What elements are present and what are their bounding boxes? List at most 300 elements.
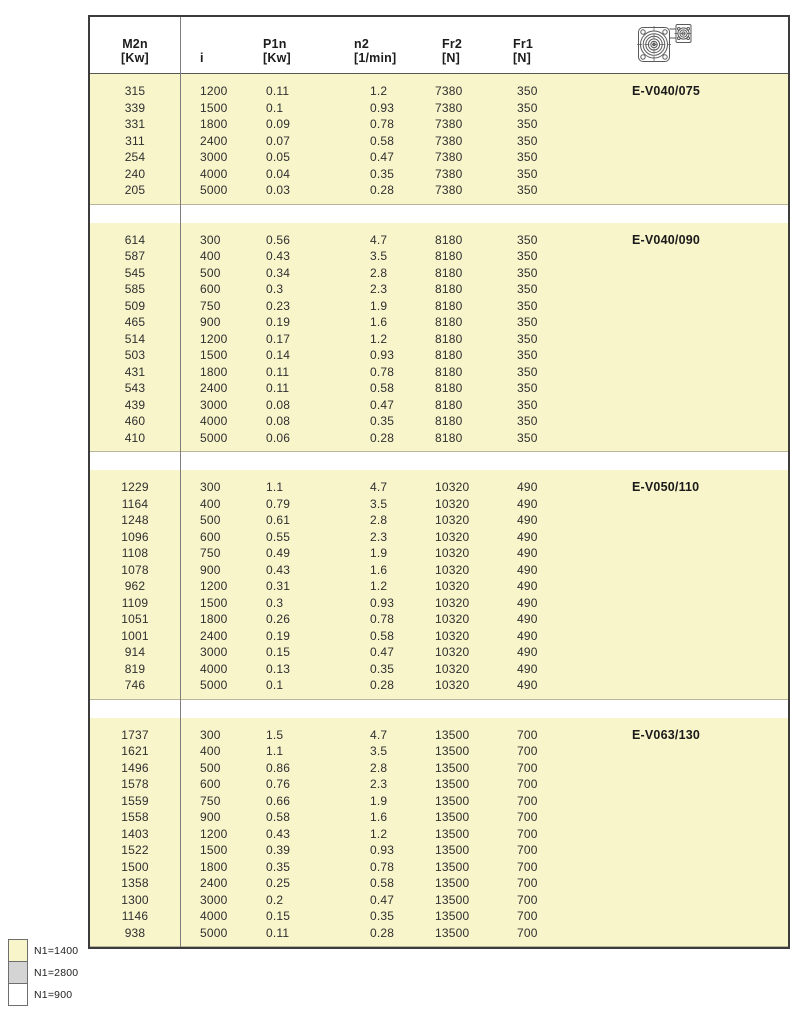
cell-p1n: 0.14 — [266, 348, 291, 363]
cell-m2n: 465 — [124, 315, 146, 330]
cell-fr2: 10320 — [435, 546, 470, 561]
cell-fr2: 13500 — [435, 760, 470, 775]
cell-fr2: 8180 — [435, 381, 463, 396]
cell-i: 300 — [200, 727, 221, 742]
table-row — [90, 611, 788, 628]
cell-m2n: 410 — [124, 430, 146, 445]
table-row — [90, 331, 788, 348]
legend-swatch-white — [8, 983, 28, 1006]
cell-i: 1200 — [200, 331, 228, 346]
cell-n2: 0.28 — [370, 430, 395, 445]
cell-fr1: 350 — [517, 282, 538, 297]
table-row — [90, 859, 788, 876]
cell-p1n: 1.5 — [266, 727, 284, 742]
cell-n2: 3.5 — [370, 496, 388, 511]
legend-item-n1-2800 — [8, 961, 78, 984]
cell-i: 600 — [200, 529, 221, 544]
cell-fr2: 10320 — [435, 628, 470, 643]
cell-p1n: 0.15 — [266, 645, 291, 660]
model-label: E-V063/130 — [632, 727, 701, 742]
cell-m2n: 1496 — [121, 760, 149, 775]
cell-m2n: 1500 — [121, 859, 149, 874]
table-row — [90, 875, 788, 892]
cell-fr1: 350 — [517, 348, 538, 363]
table-row — [90, 628, 788, 645]
cell-m2n: 1578 — [121, 777, 149, 792]
table-row — [90, 430, 788, 447]
cell-n2: 0.58 — [370, 876, 395, 891]
cell-m2n: 1146 — [121, 909, 149, 924]
cell-n2: 2.3 — [370, 777, 388, 792]
cell-i: 1500 — [200, 100, 228, 115]
cell-m2n: 339 — [124, 100, 146, 115]
cell-n2: 2.8 — [370, 265, 388, 280]
cell-n2: 1.2 — [370, 826, 388, 841]
model-label: E-V050/110 — [632, 480, 700, 495]
cell-i: 4000 — [200, 414, 228, 429]
table-row — [90, 743, 788, 760]
cell-p1n: 0.08 — [266, 414, 291, 429]
cell-m2n: 819 — [124, 661, 146, 676]
table-row — [90, 232, 788, 249]
cell-p1n: 0.39 — [266, 843, 291, 858]
cell-n2: 0.28 — [370, 183, 395, 198]
cell-p1n: 0.35 — [266, 859, 291, 874]
cell-i: 400 — [200, 496, 221, 511]
cell-n2: 1.6 — [370, 810, 388, 825]
cell-m2n: 311 — [125, 133, 145, 148]
cell-m2n: 240 — [124, 166, 146, 181]
cell-p1n: 0.09 — [266, 117, 291, 132]
table-row — [90, 281, 788, 298]
cell-p1n: 0.17 — [266, 331, 291, 346]
cell-fr2: 13500 — [435, 843, 470, 858]
cell-p1n: 0.3 — [266, 282, 284, 297]
cell-fr1: 350 — [517, 315, 538, 330]
cell-fr2: 8180 — [435, 315, 463, 330]
cell-p1n: 0.13 — [266, 661, 291, 676]
cell-m2n: 431 — [124, 364, 146, 379]
cell-p1n: 0.11 — [266, 925, 290, 940]
cell-p1n: 1.1 — [266, 744, 284, 759]
cell-i: 300 — [200, 480, 221, 495]
cell-i: 3000 — [200, 150, 228, 165]
cell-i: 2400 — [200, 876, 228, 891]
cell-n2: 4.7 — [370, 727, 388, 742]
cell-fr1: 700 — [517, 793, 538, 808]
cell-fr1: 350 — [517, 84, 538, 99]
model-label: E-V040/090 — [632, 232, 701, 247]
cell-n2: 1.6 — [370, 315, 388, 330]
cell-fr2: 13500 — [435, 876, 470, 891]
cell-n2: 3.5 — [370, 744, 388, 759]
cell-p1n: 0.2 — [266, 892, 284, 907]
cell-fr2: 8180 — [435, 232, 463, 247]
header-fr1 — [507, 17, 587, 73]
table-row — [90, 892, 788, 909]
table-row — [90, 166, 788, 183]
cell-fr1: 700 — [517, 843, 538, 858]
cell-p1n: 0.56 — [266, 232, 291, 247]
cell-n2: 2.3 — [370, 282, 388, 297]
cell-n2: 0.35 — [370, 166, 395, 181]
cell-i: 4000 — [200, 661, 228, 676]
cell-i: 600 — [200, 777, 221, 792]
cell-i: 4000 — [200, 166, 228, 181]
cell-fr1: 700 — [517, 760, 538, 775]
cell-fr1: 350 — [517, 249, 538, 264]
table-row — [90, 265, 788, 282]
table-row — [90, 347, 788, 364]
table-row — [90, 842, 788, 859]
header-fr2-unit: [N] — [442, 51, 460, 66]
cell-m2n: 315 — [124, 84, 146, 99]
table-row — [90, 908, 788, 925]
cell-m2n: 585 — [124, 282, 146, 297]
cell-i: 4000 — [200, 909, 228, 924]
cell-fr2: 10320 — [435, 496, 470, 511]
cell-n2: 0.47 — [370, 397, 395, 412]
cell-p1n: 0.05 — [266, 150, 291, 165]
cell-fr2: 10320 — [435, 480, 470, 495]
cell-p1n: 0.61 — [266, 513, 291, 528]
cell-fr2: 7380 — [435, 166, 463, 181]
table-row — [90, 760, 788, 777]
header-i — [180, 17, 260, 73]
cell-i: 2400 — [200, 133, 228, 148]
cell-p1n: 0.07 — [266, 133, 291, 148]
cell-fr1: 350 — [517, 100, 538, 115]
cell-m2n: 1522 — [121, 843, 149, 858]
cell-n2: 1.9 — [370, 298, 388, 313]
cell-fr1: 350 — [517, 232, 538, 247]
cell-i: 750 — [200, 546, 221, 561]
cell-n2: 1.6 — [370, 562, 388, 577]
cell-i: 1800 — [200, 117, 228, 132]
cell-p1n: 0.11 — [266, 84, 290, 99]
cell-n2: 0.35 — [370, 909, 395, 924]
table-row — [90, 182, 788, 199]
cell-i: 5000 — [200, 925, 228, 940]
cell-n2: 0.78 — [370, 117, 395, 132]
cell-i: 600 — [200, 282, 221, 297]
cell-m2n: 746 — [124, 678, 146, 693]
cell-n2: 4.7 — [370, 232, 388, 247]
cell-p1n: 0.1 — [266, 100, 284, 115]
cell-n2: 3.5 — [370, 249, 388, 264]
table-row — [90, 595, 788, 612]
cell-fr2: 7380 — [435, 183, 463, 198]
cell-fr1: 490 — [517, 480, 538, 495]
cell-n2: 0.35 — [370, 414, 395, 429]
cell-fr1: 350 — [517, 414, 538, 429]
cell-fr2: 13500 — [435, 859, 470, 874]
cell-n2: 0.78 — [370, 364, 395, 379]
cell-fr1: 350 — [517, 430, 538, 445]
cell-p1n: 0.43 — [266, 562, 291, 577]
cell-fr2: 8180 — [435, 397, 463, 412]
cell-fr1: 490 — [517, 678, 538, 693]
table-row — [90, 793, 788, 810]
cell-fr1: 350 — [517, 364, 538, 379]
cell-fr1: 490 — [517, 546, 538, 561]
table-row — [90, 545, 788, 562]
cell-fr1: 700 — [517, 925, 538, 940]
cell-n2: 0.93 — [370, 100, 395, 115]
header-m2n-unit: [Kw] — [121, 51, 149, 66]
header-fr1-unit: [N] — [513, 51, 531, 66]
cell-fr1: 700 — [517, 744, 538, 759]
cell-fr2: 8180 — [435, 298, 463, 313]
cell-i: 1500 — [200, 348, 228, 363]
header-m2n — [90, 17, 180, 73]
header-i-label: i — [200, 51, 204, 66]
cell-m2n: 1737 — [121, 727, 149, 742]
cell-m2n: 1109 — [121, 595, 149, 610]
cell-i: 500 — [200, 513, 221, 528]
cell-m2n: 514 — [124, 331, 146, 346]
cell-p1n: 0.43 — [266, 249, 291, 264]
cell-fr1: 490 — [517, 562, 538, 577]
cell-fr1: 490 — [517, 628, 538, 643]
cell-i: 1200 — [200, 579, 228, 594]
cell-m2n: 1051 — [121, 612, 149, 627]
cell-fr1: 350 — [517, 397, 538, 412]
cell-m2n: 1300 — [121, 892, 149, 907]
block-gap — [90, 205, 788, 223]
table-row — [90, 314, 788, 331]
cell-i: 750 — [200, 298, 221, 313]
cell-fr2: 13500 — [435, 744, 470, 759]
table-row — [90, 298, 788, 315]
table-row — [90, 529, 788, 546]
model-block — [90, 470, 788, 700]
cell-n2: 0.28 — [370, 925, 395, 940]
cell-i: 400 — [200, 249, 221, 264]
cell-m2n: 460 — [124, 414, 146, 429]
cell-fr2: 10320 — [435, 579, 470, 594]
legend-label: N1=2800 — [34, 966, 79, 979]
cell-i: 3000 — [200, 892, 228, 907]
cell-fr2: 8180 — [435, 414, 463, 429]
cell-fr2: 7380 — [435, 150, 463, 165]
table-body — [90, 74, 788, 947]
table-row — [90, 364, 788, 381]
cell-p1n: 0.66 — [266, 793, 291, 808]
table-row — [90, 925, 788, 942]
cell-n2: 0.35 — [370, 661, 395, 676]
cell-fr1: 490 — [517, 595, 538, 610]
cell-n2: 0.93 — [370, 348, 395, 363]
cell-i: 500 — [200, 265, 221, 280]
block-gap — [90, 700, 788, 718]
block-gap — [90, 452, 788, 470]
header-p1n-unit: [Kw] — [263, 51, 291, 66]
cell-m2n: 614 — [124, 232, 146, 247]
cell-p1n: 1.1 — [266, 480, 284, 495]
cell-fr2: 8180 — [435, 249, 463, 264]
cell-m2n: 1403 — [121, 826, 149, 841]
legend-swatch-yellow — [8, 939, 28, 962]
table-row — [90, 380, 788, 397]
cell-p1n: 0.3 — [266, 595, 284, 610]
cell-n2: 1.9 — [370, 546, 388, 561]
cell-fr2: 13500 — [435, 777, 470, 792]
cell-fr2: 13500 — [435, 727, 470, 742]
cell-fr2: 10320 — [435, 513, 470, 528]
cell-m2n: 1164 — [121, 496, 149, 511]
worm-gearbox-icon — [637, 22, 788, 66]
cell-p1n: 0.08 — [266, 397, 291, 412]
cell-i: 5000 — [200, 678, 228, 693]
cell-p1n: 0.1 — [266, 678, 284, 693]
cell-fr2: 10320 — [435, 678, 470, 693]
cell-fr2: 10320 — [435, 661, 470, 676]
cell-i: 5000 — [200, 183, 228, 198]
cell-m2n: 1096 — [121, 529, 149, 544]
cell-i: 1200 — [200, 826, 228, 841]
model-label: E-V040/075 — [632, 84, 701, 99]
cell-n2: 0.47 — [370, 892, 395, 907]
cell-n2: 0.78 — [370, 612, 395, 627]
cell-n2: 0.58 — [370, 381, 395, 396]
table-row — [90, 644, 788, 661]
table-row — [90, 397, 788, 414]
cell-i: 300 — [200, 232, 221, 247]
cell-i: 1800 — [200, 859, 228, 874]
cell-p1n: 0.26 — [266, 612, 291, 627]
cell-i: 500 — [200, 760, 221, 775]
header-fr2 — [432, 17, 507, 73]
cell-n2: 0.78 — [370, 859, 395, 874]
cell-fr1: 700 — [517, 892, 538, 907]
cell-n2: 1.2 — [370, 331, 388, 346]
cell-n2: 1.2 — [370, 579, 388, 594]
cell-m2n: 938 — [124, 925, 146, 940]
cell-m2n: 254 — [124, 150, 146, 165]
cell-i: 1800 — [200, 364, 228, 379]
cell-fr1: 350 — [517, 183, 538, 198]
legend-label: N1=900 — [34, 988, 73, 1001]
cell-m2n: 1108 — [121, 546, 149, 561]
cell-fr1: 490 — [517, 612, 538, 627]
cell-p1n: 0.49 — [266, 546, 291, 561]
cell-p1n: 0.76 — [266, 777, 291, 792]
cell-n2: 0.93 — [370, 595, 395, 610]
cell-n2: 1.2 — [370, 84, 388, 99]
cell-p1n: 0.58 — [266, 810, 291, 825]
cell-m2n: 205 — [124, 183, 146, 198]
cell-m2n: 331 — [124, 117, 146, 132]
column-divider-line — [180, 17, 181, 947]
cell-fr2: 10320 — [435, 612, 470, 627]
cell-fr1: 350 — [517, 117, 538, 132]
cell-i: 900 — [200, 315, 221, 330]
cell-fr2: 13500 — [435, 826, 470, 841]
table-row — [90, 149, 788, 166]
cell-m2n: 439 — [124, 397, 146, 412]
cell-i: 3000 — [200, 645, 228, 660]
cell-m2n: 1078 — [121, 562, 149, 577]
table-row — [90, 826, 788, 843]
header-m2n-label: M2n — [122, 36, 148, 51]
cell-i: 900 — [200, 810, 221, 825]
cell-fr1: 700 — [517, 876, 538, 891]
cell-fr2: 13500 — [435, 892, 470, 907]
cell-i: 750 — [200, 793, 221, 808]
cell-i: 1500 — [200, 595, 228, 610]
cell-i: 2400 — [200, 381, 228, 396]
table-row — [90, 512, 788, 529]
cell-m2n: 509 — [124, 298, 146, 313]
cell-fr2: 7380 — [435, 100, 463, 115]
cell-m2n: 587 — [124, 249, 146, 264]
table-row — [90, 677, 788, 694]
cell-fr2: 8180 — [435, 331, 463, 346]
cell-i: 1200 — [200, 84, 228, 99]
cell-m2n: 914 — [124, 645, 146, 660]
cell-fr2: 10320 — [435, 562, 470, 577]
table-row — [90, 116, 788, 133]
cell-fr2: 10320 — [435, 645, 470, 660]
cell-fr1: 490 — [517, 529, 538, 544]
cell-m2n: 1621 — [121, 744, 149, 759]
cell-fr2: 10320 — [435, 595, 470, 610]
cell-fr2: 13500 — [435, 909, 470, 924]
cell-p1n: 0.55 — [266, 529, 291, 544]
cell-m2n: 1358 — [121, 876, 149, 891]
cell-fr1: 700 — [517, 777, 538, 792]
cell-p1n: 0.11 — [266, 364, 290, 379]
speed-legend — [8, 939, 78, 1006]
table-row — [90, 100, 788, 117]
cell-p1n: 0.79 — [266, 496, 291, 511]
cell-p1n: 0.19 — [266, 628, 291, 643]
cell-m2n: 962 — [124, 579, 146, 594]
cell-m2n: 543 — [124, 381, 146, 396]
cell-i: 3000 — [200, 397, 228, 412]
cell-p1n: 0.43 — [266, 826, 291, 841]
cell-p1n: 0.34 — [266, 265, 291, 280]
cell-p1n: 0.19 — [266, 315, 291, 330]
table-row — [90, 809, 788, 826]
cell-n2: 0.93 — [370, 843, 395, 858]
cell-n2: 0.28 — [370, 678, 395, 693]
cell-n2: 0.58 — [370, 628, 395, 643]
cell-m2n: 1001 — [121, 628, 149, 643]
cell-m2n: 503 — [124, 348, 146, 363]
cell-i: 400 — [200, 744, 221, 759]
cell-m2n: 1248 — [121, 513, 149, 528]
spec-table — [88, 15, 790, 949]
cell-n2: 1.9 — [370, 793, 388, 808]
cell-fr2: 13500 — [435, 925, 470, 940]
cell-fr1: 350 — [517, 298, 538, 313]
cell-fr1: 490 — [517, 579, 538, 594]
table-row — [90, 496, 788, 513]
table-row — [90, 83, 788, 100]
table-row — [90, 578, 788, 595]
legend-label: N1=1400 — [34, 944, 79, 957]
cell-p1n: 0.25 — [266, 876, 291, 891]
cell-m2n: 1229 — [121, 480, 149, 495]
cell-p1n: 0.31 — [266, 579, 291, 594]
table-header — [90, 17, 788, 74]
cell-fr2: 7380 — [435, 117, 463, 132]
cell-fr2: 8180 — [435, 265, 463, 280]
cell-m2n: 1559 — [121, 793, 149, 808]
cell-fr1: 350 — [517, 150, 538, 165]
